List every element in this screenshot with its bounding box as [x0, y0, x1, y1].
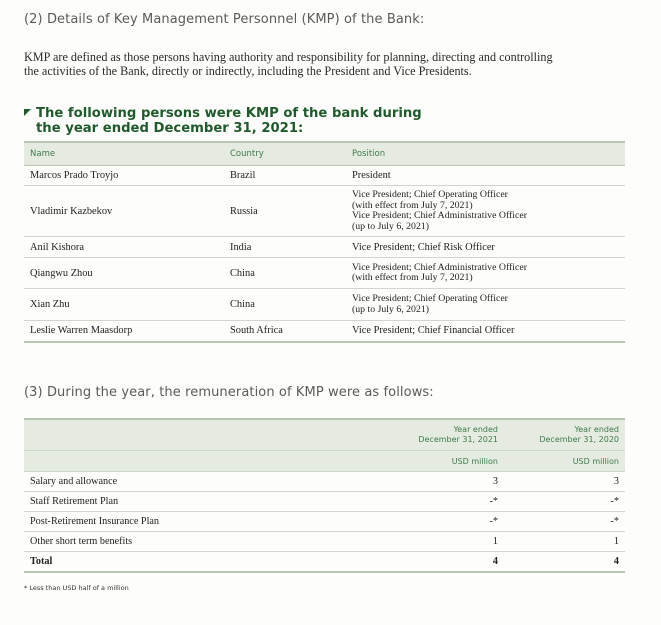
- cell-position: [346, 166, 625, 186]
- cell-position: [346, 186, 625, 237]
- table-row: [24, 186, 625, 237]
- header-2021: [384, 419, 504, 451]
- table-row: [24, 166, 625, 186]
- section-3-heading: (3) During the year, the remuneration of KMP were as follows:: [24, 385, 434, 400]
- row-label: Other short term benefits: [24, 532, 384, 552]
- kmp-definition-paragraph: [24, 50, 644, 78]
- position-line: (up to July 6, 2021): [352, 303, 430, 315]
- table-row: [24, 258, 625, 289]
- cell-name: Xian Zhu: [24, 289, 224, 321]
- value-2020: 1: [504, 532, 625, 552]
- cell-name: Leslie Warren Maasdorp: [24, 321, 224, 342]
- header-position: Position: [346, 142, 625, 166]
- header-2021-line-1: Year ended: [453, 425, 498, 434]
- unit-2021: USD million: [384, 451, 504, 472]
- value-2020: -*: [504, 492, 625, 512]
- kmp-table-header: [24, 142, 625, 166]
- value-2020: -*: [504, 512, 625, 532]
- row-label: Total: [24, 552, 384, 573]
- cell-name: Qiangwu Zhou: [24, 258, 224, 289]
- cell-country: India: [224, 237, 346, 258]
- unit-2020: USD million: [504, 451, 625, 472]
- kmp-table: [24, 141, 625, 343]
- cell-country: China: [224, 258, 346, 289]
- footnote: * Less than USD half of a million: [24, 584, 129, 592]
- cell-position: [346, 237, 625, 258]
- table-row: [24, 512, 625, 532]
- cell-country: Brazil: [224, 166, 346, 186]
- position-line: Vice President; Chief Operating Officer: [352, 189, 508, 200]
- paragraph-line-2: the activities of the Bank, directly or indirectly, including the President and Vice Presidents.: [24, 64, 472, 78]
- cell-name: Marcos Prado Troyjo: [24, 166, 224, 186]
- row-label: Salary and allowance: [24, 472, 384, 492]
- row-label: Staff Retirement Plan: [24, 492, 384, 512]
- value-2021: 3: [384, 472, 504, 492]
- value-2021: -*: [384, 492, 504, 512]
- position-line: (with effect from July 7, 2021): [352, 199, 473, 211]
- remuneration-header: [24, 419, 625, 451]
- row-label: Post-Retirement Insurance Plan: [24, 512, 384, 532]
- total-row: [24, 552, 625, 573]
- value-2020: 4: [504, 552, 625, 573]
- paragraph-line-1: KMP are defined as those persons having authority and responsibility for planning, directing and controlling: [24, 50, 553, 64]
- cell-name: Anil Kishora: [24, 237, 224, 258]
- cell-country: China: [224, 289, 346, 321]
- cell-position: [346, 321, 625, 342]
- table-row: [24, 492, 625, 512]
- header-2020: [504, 419, 625, 451]
- position-line: (up to July 6, 2021): [352, 220, 430, 232]
- section-2-heading: (2) Details of Key Management Personnel (KMP) of the Bank:: [24, 12, 425, 27]
- cell-country: Russia: [224, 186, 346, 237]
- position-line: President: [352, 170, 391, 181]
- position-line: (with effect from July 7, 2021): [352, 272, 473, 283]
- corner-triangle-icon: [24, 109, 31, 116]
- header-blank: [24, 419, 384, 451]
- position-line: Vice President; Chief Risk Officer: [352, 241, 495, 253]
- position-line: Vice President; Chief Financial Officer: [352, 325, 515, 337]
- subtitle-line-2: the year ended December 31, 2021:: [36, 121, 304, 136]
- value-2021: 4: [384, 552, 504, 573]
- header-name: Name: [24, 142, 224, 166]
- cell-name: Vladimir Kazbekov: [24, 186, 224, 237]
- cell-position: [346, 289, 625, 321]
- header-2020-line-1: Year ended: [574, 425, 619, 434]
- header-country: Country: [224, 142, 346, 166]
- table-row: [24, 472, 625, 492]
- table-row: [24, 289, 625, 321]
- value-2021: -*: [384, 512, 504, 532]
- subtitle-line-1: The following persons were KMP of the bank during: [36, 106, 422, 121]
- position-line: Vice President; Chief Operating Officer: [352, 293, 508, 304]
- unit-blank: [24, 451, 384, 472]
- position-line: Vice President; Chief Administrative Officer: [352, 261, 527, 273]
- cell-position: [346, 258, 625, 289]
- value-2020: 3: [504, 472, 625, 492]
- kmp-list-subtitle: [36, 106, 422, 136]
- position-line: Vice President; Chief Administrative Officer: [352, 210, 527, 221]
- table-row: [24, 237, 625, 258]
- header-2020-line-2: December 31, 2020: [539, 435, 619, 444]
- cell-country: South Africa: [224, 321, 346, 342]
- table-row: [24, 532, 625, 552]
- header-2021-line-2: December 31, 2021: [418, 435, 498, 444]
- value-2021: 1: [384, 532, 504, 552]
- table-row: [24, 321, 625, 342]
- remuneration-unit-row: [24, 451, 625, 472]
- remuneration-table: [24, 418, 625, 573]
